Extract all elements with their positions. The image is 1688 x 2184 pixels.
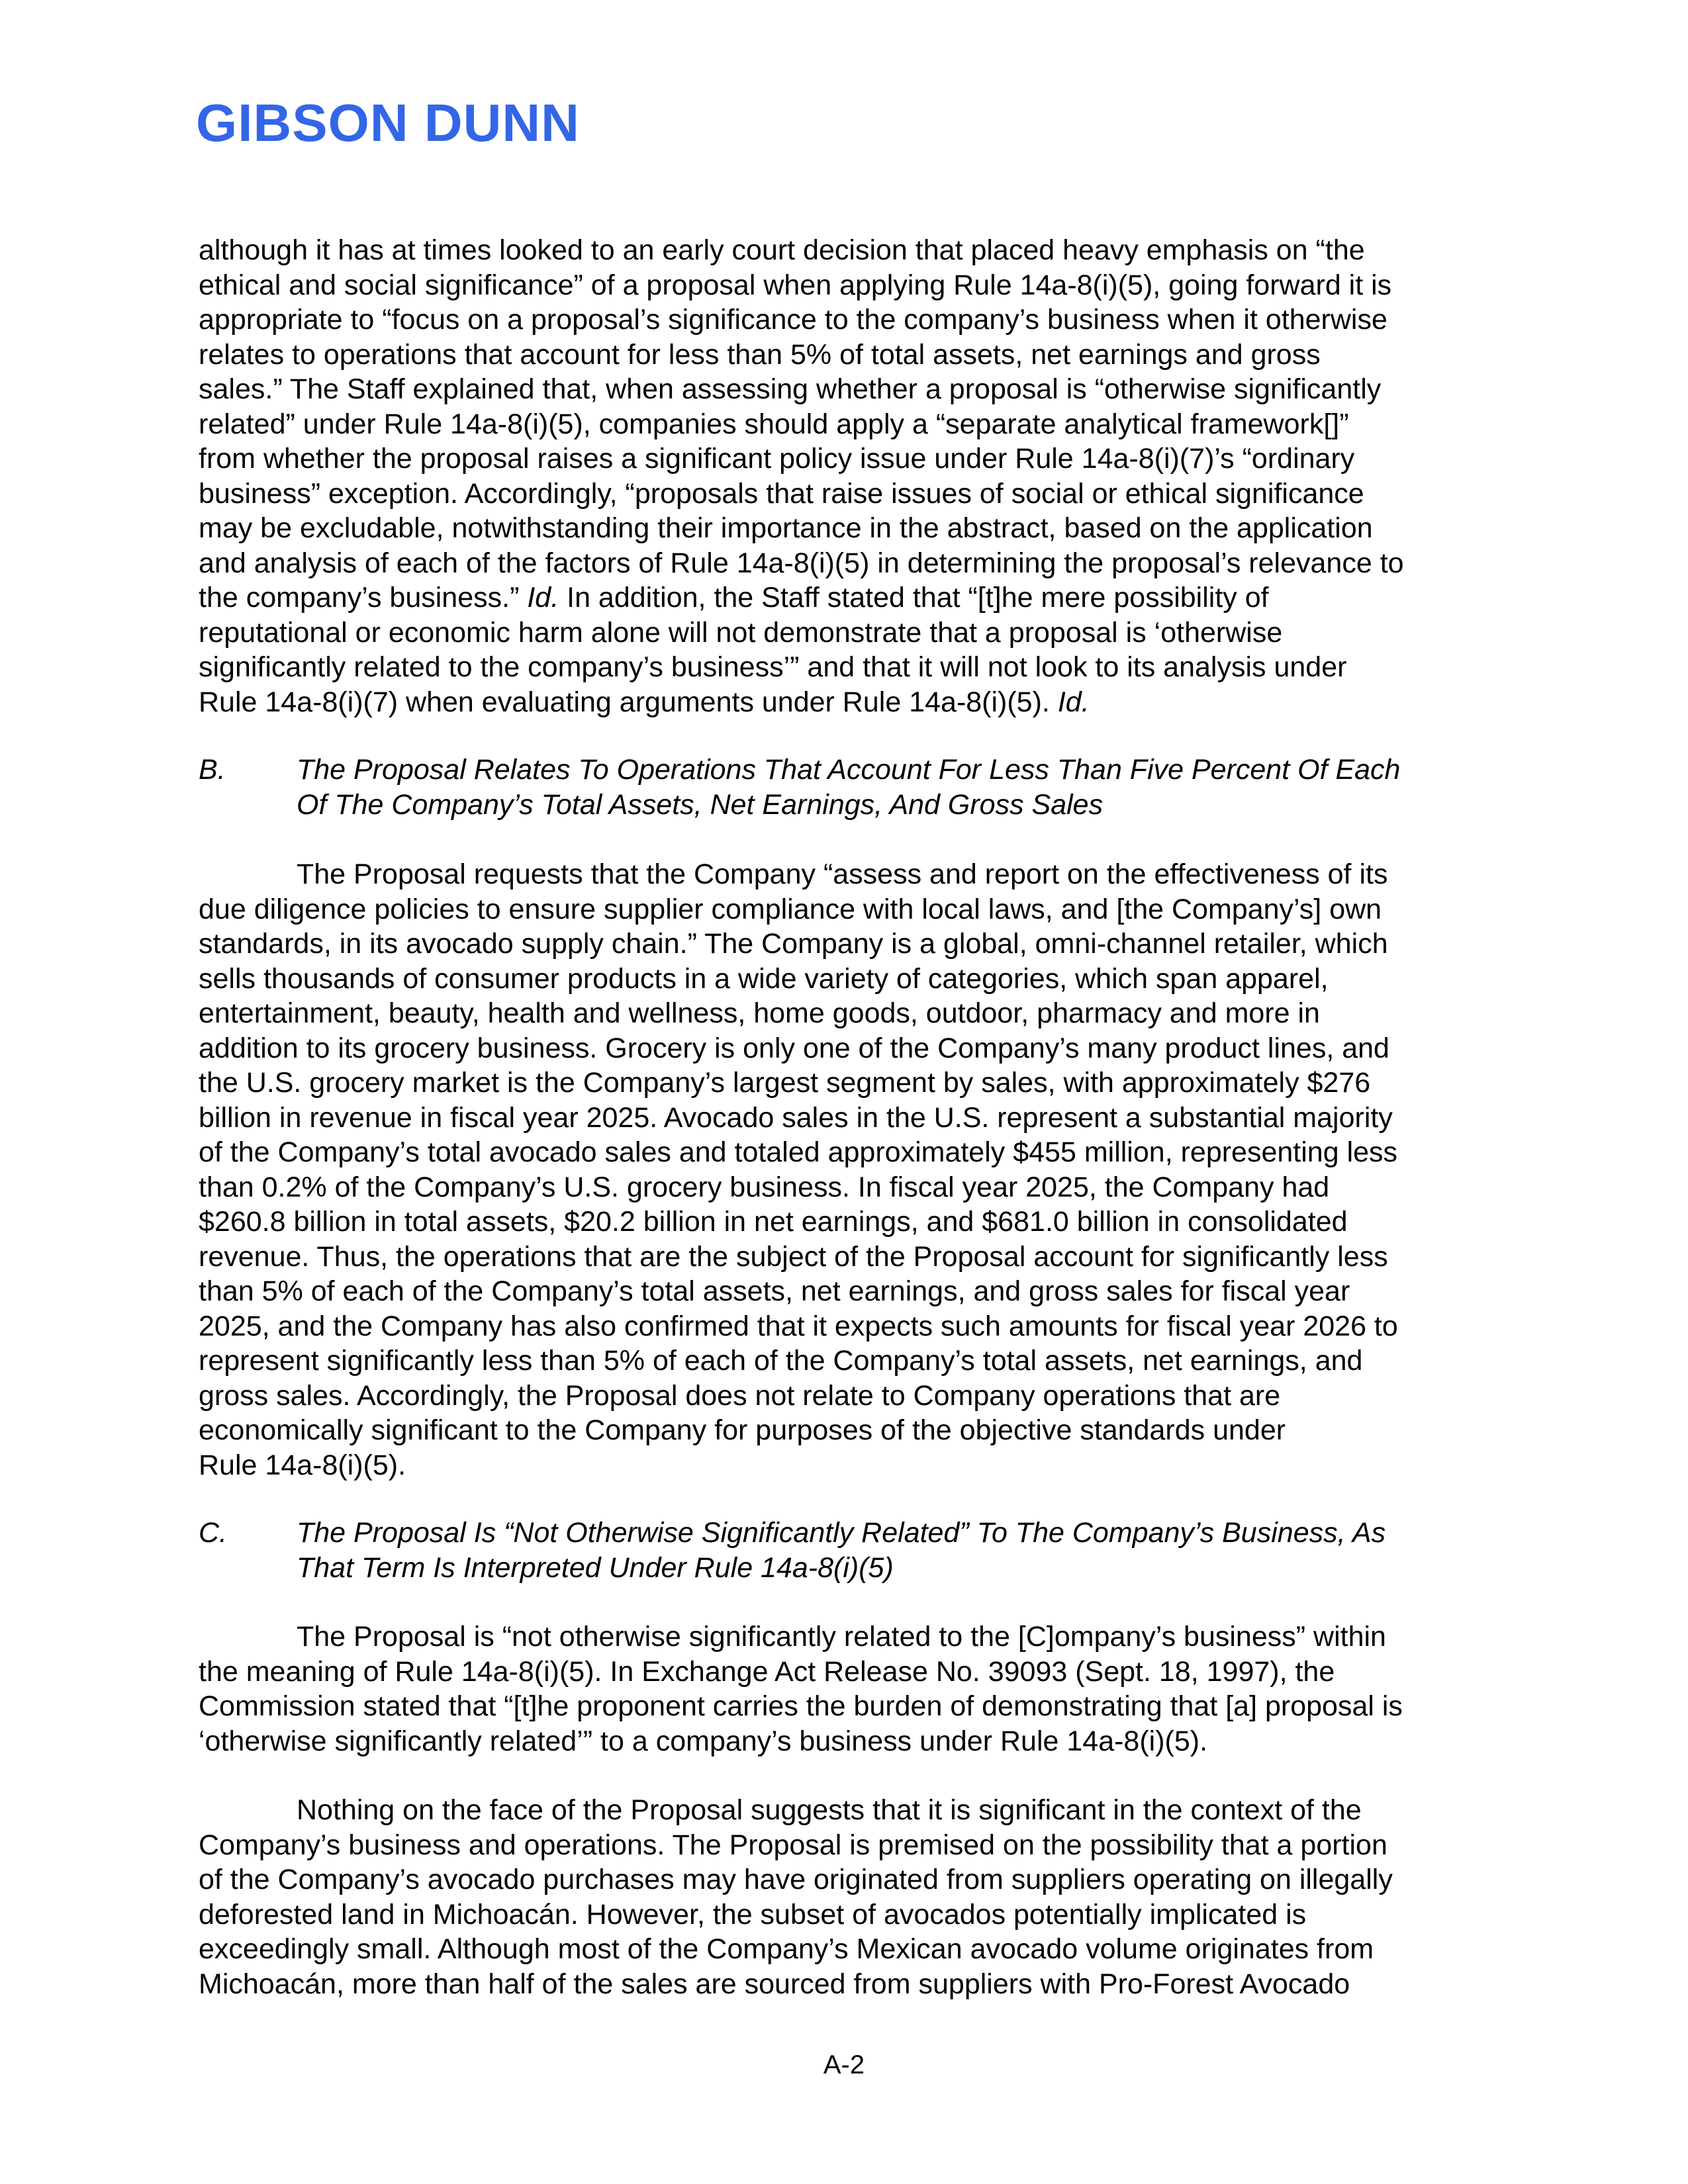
text-line: entertainment, beauty, health and wellness, home goods, outdoor, pharmacy and more in — [199, 997, 1320, 1029]
text-line: standards, in its avocado supply chain.” The Company is a global, omni-channel retailer, which — [199, 928, 1388, 960]
section-title-line: That Term Is Interpreted Under Rule 14a-8(i)(5) — [297, 1551, 894, 1584]
paragraph — [199, 857, 1489, 1482]
paragraph — [199, 1619, 1489, 1758]
section-title-line: Of The Company’s Total Assets, Net Earnings, And Gross Sales — [297, 788, 1103, 821]
text-line: revenue. Thus, the operations that are the subject of the Proposal account for significantly less — [199, 1240, 1388, 1273]
section-title-line: The Proposal Relates To Operations That Account For Less Than Five Percent Of Each — [297, 754, 1401, 786]
text-line: represent significantly less than 5% of each of the Company’s total assets, net earnings, and — [199, 1345, 1363, 1377]
firm-logo: GIBSON DUNN — [196, 93, 580, 152]
text-line — [199, 580, 1489, 615]
text-line: of the Company’s avocado purchases may have originated from suppliers operating on illegally — [199, 1864, 1393, 1895]
section-number: B. — [199, 754, 226, 786]
text-run: In addition, the Staff stated that “[t]he mere possibility of — [559, 582, 1269, 614]
text-line: business” exception. Accordingly, “proposals that raise issues of social or ethical significance — [199, 477, 1364, 510]
text-line: relates to operations that account for less than 5% of total assets, net earnings and gross — [199, 338, 1321, 371]
section-title — [297, 752, 1400, 822]
text-line: Company’s business and operations. The Proposal is premised on the possibility that a portion — [199, 1829, 1387, 1861]
section-heading-b — [199, 752, 1489, 825]
text-line: 2025, and the Company has also confirmed that it expects such amounts for fiscal year 2026 to — [199, 1310, 1398, 1342]
text-line: from whether the proposal raises a significant policy issue under Rule 14a-8(i)(7)’s “ordinary — [199, 443, 1355, 475]
citation-id: Id. — [527, 582, 559, 614]
text-line: due diligence policies to ensure supplier compliance with local laws, and [the Company’s] own — [199, 893, 1382, 925]
text-line: ethical and social significance” of a proposal when applying Rule 14a-8(i)(5), going forward it is — [199, 269, 1392, 301]
paragraph-continuation — [199, 233, 1489, 719]
section-title — [297, 1516, 1385, 1585]
section-heading-c — [199, 1516, 1489, 1588]
text-line: Nothing on the face of the Proposal suggests that it is significant in the context of the — [297, 1794, 1362, 1826]
text-line: The Proposal requests that the Company “assess and report on the effectiveness of its — [297, 858, 1388, 890]
text-run: Rule 14a-8(i)(7) when evaluating arguments under Rule 14a-8(i)(5). — [199, 686, 1058, 718]
text-line: related” under Rule 14a-8(i)(5), companies should apply a “separate analytical framework[]” — [199, 408, 1349, 440]
section-number: C. — [199, 1517, 227, 1549]
text-line: the U.S. grocery market is the Company’s largest segment by sales, with approximately $276 — [199, 1067, 1371, 1099]
section-title-line: The Proposal Is “Not Otherwise Significantly Related” To The Company’s Business, As — [297, 1517, 1386, 1549]
text-line: ‘otherwise significantly related’” to a company’s business under Rule 14a-8(i)(5). — [199, 1725, 1208, 1757]
text-line: deforested land in Michoacán. However, the subset of avocados potentially implicated is — [199, 1898, 1307, 1931]
text-line: and analysis of each of the factors of Rule 14a-8(i)(5) in determining the proposal’s relevance to — [199, 547, 1404, 579]
text-line: sells thousands of consumer products in a wide variety of categories, which span apparel, — [199, 962, 1329, 995]
text-line: although it has at times looked to an early court decision that placed heavy emphasis on “the — [199, 234, 1365, 266]
text-line: significantly related to the company’s business’” and that it will not look to its analysis under — [199, 651, 1347, 683]
text-line: Commission stated that “[t]he proponent carries the burden of demonstrating that [a] proposal is — [199, 1690, 1403, 1722]
text-line: may be excludable, notwithstanding their importance in the abstract, based on the application — [199, 512, 1373, 544]
text-run: the company’s business.” — [199, 582, 528, 614]
text-line: gross sales. Accordingly, the Proposal does not relate to Company operations that are — [199, 1379, 1281, 1412]
citation-id: Id. — [1057, 686, 1090, 718]
text-line: The Proposal is “not otherwise significantly related to the [C]ompany’s business” within — [297, 1621, 1386, 1653]
text-line: the meaning of Rule 14a-8(i)(5). In Exchange Act Release No. 39093 (Sept. 18, 1997), the — [199, 1655, 1335, 1688]
text-line: $260.8 billion in total assets, $20.2 billion in net earnings, and $681.0 billion in consolidated — [199, 1206, 1348, 1238]
text-line: exceedingly small. Although most of the Company’s Mexican avocado volume originates from — [199, 1933, 1374, 1965]
text-line: of the Company’s total avocado sales and totaled approximately $455 million, representing less — [199, 1136, 1398, 1168]
text-line: than 5% of each of the Company’s total assets, net earnings, and gross sales for fiscal year — [199, 1275, 1350, 1307]
text-line: reputational or economic harm alone will not demonstrate that a proposal is ‘otherwise — [199, 616, 1283, 649]
text-line: Michoacán, more than half of the sales are sourced from suppliers with Pro-Forest Avocado — [199, 1968, 1350, 2000]
text-line: addition to its grocery business. Grocery is only one of the Company’s many product lines, and — [199, 1032, 1389, 1064]
text-line: Rule 14a-8(i)(5). — [199, 1449, 406, 1481]
text-line — [199, 685, 1489, 720]
page-number: A-2 — [823, 2050, 865, 2079]
paragraph — [199, 1793, 1489, 2001]
text-line: billion in revenue in fiscal year 2025. Avocado sales in the U.S. represent a substantial majority — [199, 1101, 1393, 1134]
text-line: economically significant to the Company for purposes of the objective standards under — [199, 1414, 1286, 1446]
text-line: appropriate to “focus on a proposal’s significance to the company’s business when it otherwise — [199, 304, 1387, 336]
text-line: than 0.2% of the Company’s U.S. grocery business. In fiscal year 2025, the Company had — [199, 1171, 1330, 1203]
text-line: sales.” The Staff explained that, when assessing whether a proposal is “otherwise significantly — [199, 373, 1382, 405]
